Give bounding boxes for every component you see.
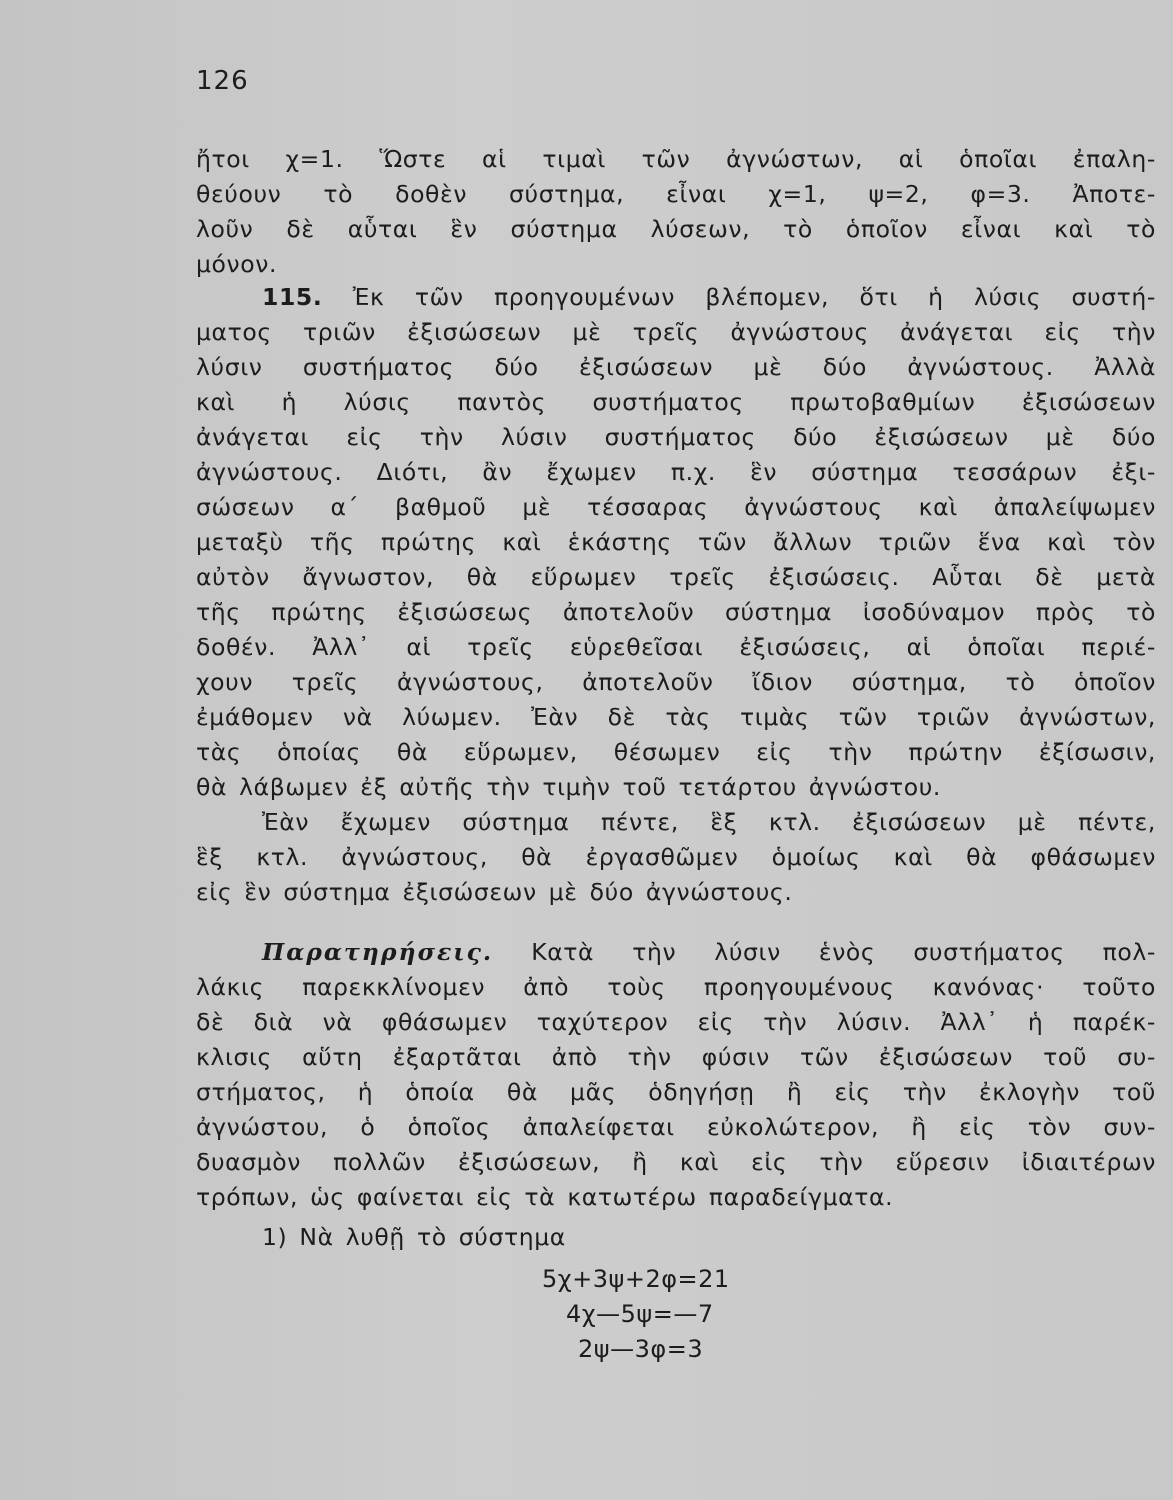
text-line: λύσιν συστήματος δύο ἐξισώσεων μὲ δύο ἀγνώστους. Ἀλλὰ [196,353,1156,381]
remarks-first-line [262,935,1156,969]
text-line: στήματος, ἡ ὁποία θὰ μᾶς ὁδηγήσῃ ἢ εἰς τὴν ἐκλογὴν τοῦ [196,1078,1156,1106]
text-line: ἀγνώστου, ὁ ὁποῖος ἀπαλείφεται εὐκολώτερον, ἢ εἰς τὸν συν- [196,1113,1156,1141]
text-line: χουν τρεῖς ἀγνώστους, ἀποτελοῦν ἴδιον σύστημα, τὸ ὁποῖον [196,668,1156,696]
text-line: τρόπων, ὡς φαίνεται εἰς τὰ κατωτέρω παραδείγματα. [196,1183,894,1211]
text-line: ἤτοι χ=1. Ὥστε αἱ τιμαὶ τῶν ἀγνώστων, αἱ ὁποῖαι ἐπαλη- [196,145,1156,173]
text-line: μεταξὺ τῆς πρώτης καὶ ἑκάστης τῶν ἄλλων τριῶν ἕνα καὶ τὸν [196,528,1156,556]
remarks-first-line-text: Κατὰ τὴν λύσιν ἑνὸς συστήματος πολ- [531,938,1156,966]
text-line: δὲ διὰ νὰ φθάσωμεν ταχύτερον εἰς τὴν λύσιν. Ἀλλ᾽ ἡ παρέκ- [196,1008,1156,1036]
text-line: ματος τριῶν ἐξισώσεων μὲ τρεῖς ἀγνώστους ἀνάγεται εἰς τὴν [196,318,1156,346]
text-line: καὶ ἡ λύσις παντὸς συστήματος πρωτοβαθμίων ἐξισώσεων [196,388,1156,416]
text-line: θεύουν τὸ δοθὲν σύστημα, εἶναι χ=1, ψ=2, φ=3. Ἀποτε- [196,180,1156,208]
text-line: θὰ λάβωμεν ἐξ αὐτῆς τὴν τιμὴν τοῦ τετάρτου ἀγνώστου. [196,773,941,801]
section-first-line [262,280,1156,314]
text-line: ἓξ κτλ. ἀγνώστους, θὰ ἐργασθῶμεν ὁμοίως καὶ θὰ φθάσωμεν [196,843,1156,871]
equation: 4χ—5ψ=—7 [566,1300,714,1328]
remarks-title: Παρατηρήσεις. [262,938,494,966]
text-line: δυασμὸν πολλῶν ἐξισώσεων, ἢ καὶ εἰς τὴν εὕρεσιν ἰδιαιτέρων [196,1148,1156,1176]
text-line: Ἐὰν ἔχωμεν σύστημα πέντε, ἓξ κτλ. ἐξισώσεων μὲ πέντε, [262,808,1156,836]
text-line: ἐμάθομεν νὰ λύωμεν. Ἐὰν δὲ τὰς τιμὰς τῶν τριῶν ἀγνώστων, [196,703,1156,731]
text-line: τῆς πρώτης ἐξισώσεως ἀποτελοῦν σύστημα ἰσοδύναμον πρὸς τὸ [196,598,1156,626]
example-intro: 1) Νὰ λυθῇ τὸ σύστημα [262,1223,566,1251]
text-line: λοῦν δὲ αὗται ἓν σύστημα λύσεων, τὸ ὁποῖον εἶναι καὶ τὸ [196,215,1156,243]
page-number: 126 [196,66,249,96]
text-line: ἀγνώστους. Διότι, ἂν ἔχωμεν π.χ. ἓν σύστημα τεσσάρων ἐξι- [196,458,1156,486]
text-line: ἀνάγεται εἰς τὴν λύσιν συστήματος δύο ἐξισώσεων μὲ δύο [196,423,1156,451]
equation: 2ψ—3φ=3 [578,1335,704,1363]
text-line: σώσεων α΄ βαθμοῦ μὲ τέσσαρας ἀγνώστους καὶ ἀπαλείψωμεν [196,493,1156,521]
equation: 5χ+3ψ+2φ=21 [542,1265,730,1293]
text-line: μόνον. [196,250,278,278]
text-line: λάκις παρεκκλίνομεν ἀπὸ τοὺς προηγουμένους κανόνας· τοῦτο [196,973,1156,1001]
text-line: κλισις αὕτη ἐξαρτᾶται ἀπὸ τὴν φύσιν τῶν ἐξισώσεων τοῦ συ- [196,1043,1156,1071]
text-line: δοθέν. Ἀλλ᾽ αἱ τρεῖς εὑρεθεῖσαι ἐξισώσεις, αἱ ὁποῖαι περιέ- [196,633,1156,661]
text-line: αὐτὸν ἄγνωστον, θὰ εὕρωμεν τρεῖς ἐξισώσεις. Αὗται δὲ μετὰ [196,563,1156,591]
text-line: τὰς ὁποίας θὰ εὕρωμεν, θέσωμεν εἰς τὴν πρώτην ἐξίσωσιν, [196,738,1156,766]
section-first-line-text: Ἐκ τῶν προηγουμένων βλέπομεν, ὅτι ἡ λύσις συστή- [352,283,1156,311]
section-number: 115. [262,283,323,311]
text-line: εἰς ἓν σύστημα ἐξισώσεων μὲ δύο ἀγνώστους. [196,878,793,906]
